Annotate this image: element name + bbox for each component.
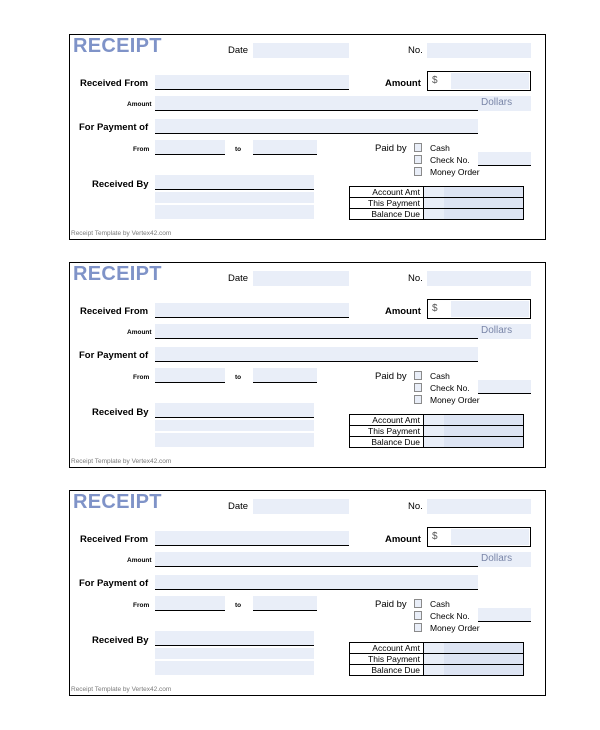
date-label: Date — [228, 501, 249, 512]
cash-option-label: Cash — [430, 143, 450, 153]
received-by-label: Received By — [92, 635, 149, 646]
amount-input[interactable] — [451, 73, 529, 89]
payment-of-label: For Payment of — [79, 350, 149, 361]
amount-box[interactable] — [427, 299, 531, 319]
amount-input[interactable] — [451, 529, 529, 545]
dollars-label: Dollars — [481, 325, 513, 336]
check-number-field[interactable] — [478, 608, 531, 622]
received-by-line-2[interactable] — [155, 420, 314, 431]
template-credit: Receipt Template by Vertex42.com — [71, 458, 172, 465]
account-amt-row — [350, 643, 524, 654]
account-amt-label: Account Amt — [350, 643, 424, 654]
balance-due-row — [350, 209, 524, 220]
this-payment-label: This Payment — [350, 198, 424, 209]
balance-due-value[interactable] — [424, 437, 524, 448]
no-label: No. — [408, 501, 423, 512]
balance-due-value[interactable] — [424, 665, 524, 676]
received-from-field[interactable] — [155, 531, 349, 546]
receipt-title: RECEIPT — [73, 263, 162, 285]
receipt-title: RECEIPT — [73, 35, 162, 57]
money-order-checkbox[interactable] — [414, 395, 422, 404]
this-payment-label: This Payment — [350, 654, 424, 665]
currency-symbol: $ — [432, 531, 438, 542]
amount-in-words-field[interactable] — [155, 552, 478, 567]
paid-by-label: Paid by — [375, 143, 407, 154]
this-payment-label: This Payment — [350, 426, 424, 437]
money-order-option-label: Money Order — [430, 167, 480, 177]
payment-of-label: For Payment of — [79, 578, 149, 589]
cash-checkbox[interactable] — [414, 143, 422, 152]
received-by-label: Received By — [92, 407, 149, 418]
from-label: From — [133, 374, 150, 381]
dollars-label: Dollars — [481, 553, 513, 564]
cash-checkbox[interactable] — [414, 599, 422, 608]
to-field[interactable] — [253, 140, 317, 155]
check-checkbox[interactable] — [414, 383, 422, 392]
received-by-field[interactable] — [155, 403, 314, 418]
from-label: From — [133, 146, 150, 153]
cash-option-label: Cash — [430, 599, 450, 609]
receipt-title: RECEIPT — [73, 491, 162, 513]
receipt-form — [69, 490, 546, 696]
date-label: Date — [228, 273, 249, 284]
received-from-label: Received From — [80, 306, 149, 317]
cash-checkbox[interactable] — [414, 371, 422, 380]
check-number-field[interactable] — [478, 380, 531, 394]
check-option-label: Check No. — [430, 611, 470, 621]
currency-symbol: $ — [432, 303, 438, 314]
account-amt-value[interactable] — [424, 415, 524, 426]
receipt-number-field[interactable] — [427, 271, 531, 286]
account-amt-row — [350, 187, 524, 198]
amount-label: Amount — [385, 534, 421, 545]
cash-option-label: Cash — [430, 371, 450, 381]
received-by-field[interactable] — [155, 175, 314, 190]
date-field[interactable] — [253, 271, 349, 286]
balance-table — [349, 642, 524, 676]
paid-by-label: Paid by — [375, 371, 407, 382]
amount-words-label: Amount — [127, 329, 152, 336]
receipt-form — [69, 262, 546, 468]
this-payment-value[interactable] — [424, 198, 524, 209]
check-number-field[interactable] — [478, 152, 531, 166]
dollars-label: Dollars — [481, 97, 513, 108]
received-from-field[interactable] — [155, 303, 349, 318]
balance-due-label: Balance Due — [350, 209, 424, 220]
amount-box[interactable] — [427, 71, 531, 91]
check-checkbox[interactable] — [414, 155, 422, 164]
check-checkbox[interactable] — [414, 611, 422, 620]
account-amt-value[interactable] — [424, 643, 524, 654]
received-by-field[interactable] — [155, 631, 314, 646]
payment-of-field[interactable] — [155, 119, 478, 134]
received-by-line-2[interactable] — [155, 648, 314, 659]
this-payment-row — [350, 426, 524, 437]
received-by-line-3[interactable] — [155, 205, 314, 219]
to-label: to — [235, 374, 242, 381]
account-amt-label: Account Amt — [350, 415, 424, 426]
money-order-option-label: Money Order — [430, 395, 480, 405]
no-label: No. — [408, 45, 423, 56]
amount-in-words-field[interactable] — [155, 96, 478, 111]
account-amt-row — [350, 415, 524, 426]
check-option-label: Check No. — [430, 155, 470, 165]
amount-label: Amount — [385, 306, 421, 317]
from-label: From — [133, 602, 150, 609]
this-payment-row — [350, 198, 524, 209]
balance-due-label: Balance Due — [350, 437, 424, 448]
money-order-checkbox[interactable] — [414, 623, 422, 632]
to-label: to — [235, 146, 242, 153]
receipt-number-field[interactable] — [427, 499, 531, 514]
amount-box[interactable] — [427, 527, 531, 547]
receipt-number-field[interactable] — [427, 43, 531, 58]
received-by-line-2[interactable] — [155, 192, 314, 203]
to-label: to — [235, 602, 242, 609]
from-field[interactable] — [155, 140, 225, 155]
amount-words-label: Amount — [127, 557, 152, 564]
template-credit: Receipt Template by Vertex42.com — [71, 686, 172, 693]
received-from-field[interactable] — [155, 75, 349, 90]
to-field[interactable] — [253, 368, 317, 383]
payment-of-field[interactable] — [155, 575, 478, 590]
from-field[interactable] — [155, 368, 225, 383]
balance-due-label: Balance Due — [350, 665, 424, 676]
received-by-line-3[interactable] — [155, 661, 314, 675]
received-from-label: Received From — [80, 534, 149, 545]
date-field[interactable] — [253, 43, 349, 58]
no-label: No. — [408, 273, 423, 284]
this-payment-value[interactable] — [424, 426, 524, 437]
amount-in-words-field[interactable] — [155, 324, 478, 339]
date-field[interactable] — [253, 499, 349, 514]
amount-label: Amount — [385, 78, 421, 89]
to-field[interactable] — [253, 596, 317, 611]
money-order-checkbox[interactable] — [414, 167, 422, 176]
balance-table — [349, 414, 524, 448]
account-amt-value[interactable] — [424, 187, 524, 198]
receipt-form — [69, 34, 546, 240]
from-field[interactable] — [155, 596, 225, 611]
check-option-label: Check No. — [430, 383, 470, 393]
payment-of-field[interactable] — [155, 347, 478, 362]
template-credit: Receipt Template by Vertex42.com — [71, 230, 172, 237]
money-order-option-label: Money Order — [430, 623, 480, 633]
received-by-line-3[interactable] — [155, 433, 314, 447]
paid-by-label: Paid by — [375, 599, 407, 610]
account-amt-label: Account Amt — [350, 187, 424, 198]
currency-symbol: $ — [432, 75, 438, 86]
balance-table — [349, 186, 524, 220]
received-from-label: Received From — [80, 78, 149, 89]
balance-due-row — [350, 437, 524, 448]
date-label: Date — [228, 45, 249, 56]
this-payment-value[interactable] — [424, 654, 524, 665]
balance-due-row — [350, 665, 524, 676]
this-payment-row — [350, 654, 524, 665]
payment-of-label: For Payment of — [79, 122, 149, 133]
balance-due-value[interactable] — [424, 209, 524, 220]
received-by-label: Received By — [92, 179, 149, 190]
amount-input[interactable] — [451, 301, 529, 317]
amount-words-label: Amount — [127, 101, 152, 108]
